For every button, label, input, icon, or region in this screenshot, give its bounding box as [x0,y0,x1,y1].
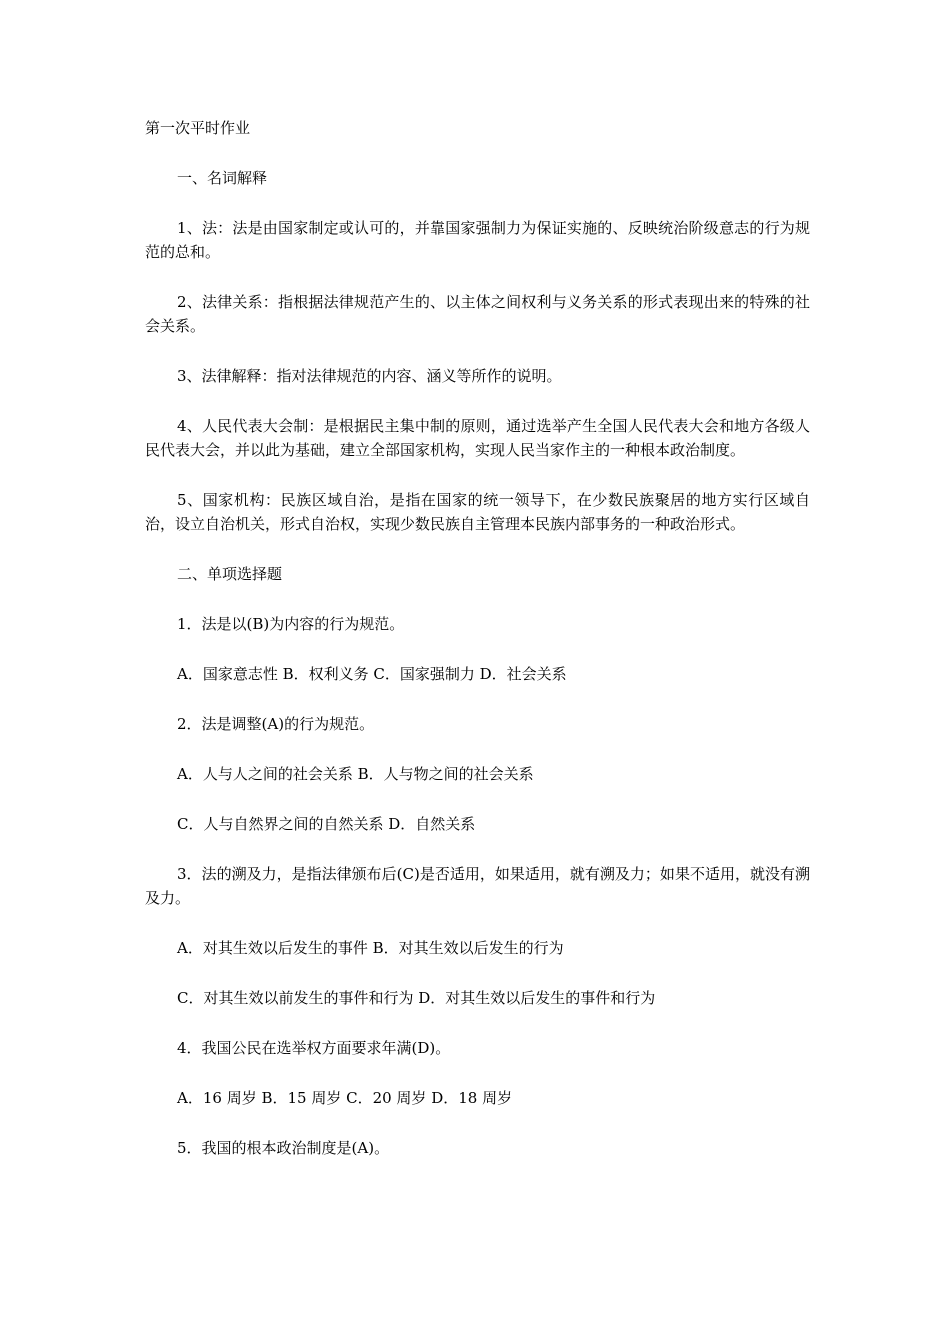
question-stem: 4．我国公民在选举权方面要求年满(D)。 [177,1039,451,1057]
term-definition: 5、国家机构：民族区域自治，是指在国家的统一领导下，在少数民族聚居的地方实行区域自治，设立自治机关，形式自治权，实现少数民族自主管理本民族内部事务的一种政治形式。 [145,491,810,533]
question-stem: 3．法的溯及力，是指法律颁布后(C)是否适用，如果适用，就有溯及力；如果不适用，就没有溯及力。 [145,865,810,907]
question-stem: 2．法是调整(A)的行为规范。 [177,715,375,733]
term-definition: 1、法：法是由国家制定或认可的，并靠国家强制力为保证实施的、反映统治阶级意志的行为规范的总和。 [145,219,810,261]
question-options: C．对其生效以前发生的事件和行为 D．对其生效以后发生的事件和行为 [177,989,656,1007]
question-options: C．人与自然界之间的自然关系 D．自然关系 [177,815,476,833]
term-definition: 2、法律关系：指根据法律规范产生的、以主体之间权利与义务关系的形式表现出来的特殊的社会关系。 [145,293,810,335]
question-options: A．国家意志性 B．权利义务 C．国家强制力 D．社会关系 [177,665,567,683]
question-options: A．人与人之间的社会关系 B．人与物之间的社会关系 [177,765,534,783]
term-definition: 3、法律解释：指对法律规范的内容、涵义等所作的说明。 [177,367,562,385]
section-heading-definitions: 一、名词解释 [177,169,268,187]
term-definition: 4、人民代表大会制：是根据民主集中制的原则，通过选举产生全国人民代表大会和地方各级人民代表大会，并以此为基础，建立全部国家机构，实现人民当家作主的一种根本政治制度。 [145,417,810,459]
question-options: A．对其生效以后发生的事件 B．对其生效以后发生的行为 [177,939,564,957]
question-stem: 5．我国的根本政治制度是(A)。 [177,1139,390,1157]
section-heading-multiple-choice: 二、单项选择题 [177,565,283,583]
document-title: 第一次平时作业 [145,119,251,137]
question-stem: 1．法是以(B)为内容的行为规范。 [177,615,405,633]
question-options: A．16 周岁 B．15 周岁 C．20 周岁 D．18 周岁 [177,1089,513,1107]
document-body [145,116,810,1186]
